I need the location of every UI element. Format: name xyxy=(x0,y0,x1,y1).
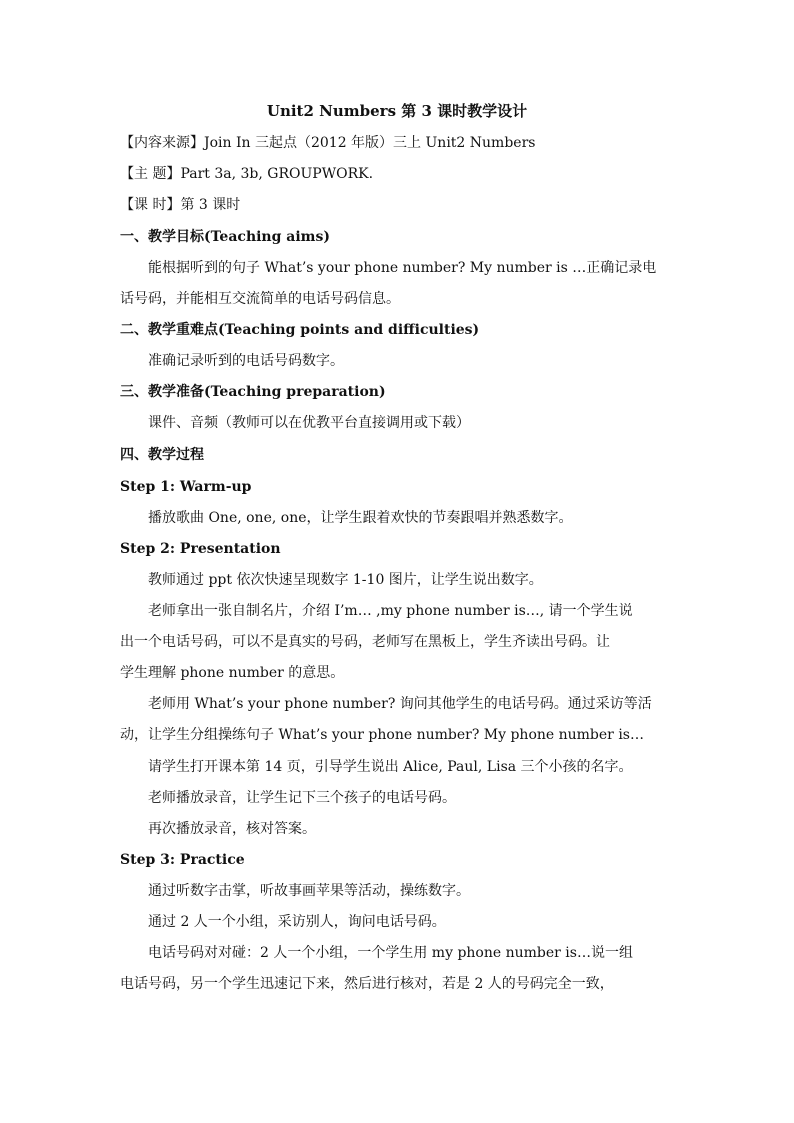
meta-lesson: 【课 时】第 3 课时 xyxy=(120,197,241,213)
paragraph-text: 通过听数字击掌，听故事画苹果等活动，操练数字。 xyxy=(148,883,470,899)
paragraph-text: 课件、音频（教师可以在优教平台直接调用或下载） xyxy=(148,415,470,431)
paragraph-text: 电话号码对对碰：2 人一个小组，一个学生用 my phone number is…说一组 xyxy=(148,945,633,961)
paragraph-text: 话号码，并能相互交流简单的电话号码信息。 xyxy=(120,291,400,307)
paragraph-text: 老师用 What’s your phone number? 询问其他学生的电话号码。通过采访等活 xyxy=(148,696,652,712)
document-title: Unit2 Numbers 第 3 课时教学设计 xyxy=(266,102,528,120)
meta-topic: 【主 题】Part 3a, 3b, GROUPWORK. xyxy=(120,166,374,182)
paragraph-text: 准确记录听到的电话号码数字。 xyxy=(148,353,344,369)
section-heading-preparation: 三、教学准备(Teaching preparation) xyxy=(120,384,386,400)
paragraph-text: 老师拿出一张自制名片，介绍 I’m… ,my phone number is…, 请一个学生说 xyxy=(148,603,633,619)
paragraph-text: 通过 2 人一个小组，采访别人，询问电话号码。 xyxy=(148,914,446,930)
section-heading-aims: 一、教学目标(Teaching aims) xyxy=(120,229,330,245)
paragraph-text: 教师通过 ppt 依次快速呈现数字 1-10 图片，让学生说出数字。 xyxy=(148,572,543,588)
paragraph-text: 出一个电话号码，可以不是真实的号码，老师写在黑板上，学生齐读出号码。让 xyxy=(120,634,610,650)
paragraph-text: 能根据听到的句子 What’s your phone number? My number is …正确记录电 xyxy=(148,260,657,276)
step-heading-presentation: Step 2: Presentation xyxy=(120,541,281,557)
step-heading-warmup: Step 1: Warm-up xyxy=(120,479,252,495)
paragraph-text: 播放歌曲 One, one, one，让学生跟着欢快的节奏跟唱并熟悉数字。 xyxy=(148,510,573,526)
step-heading-practice: Step 3: Practice xyxy=(120,852,245,868)
paragraph-text: 动，让学生分组操练句子 What’s your phone number? My phone number is… xyxy=(120,727,644,743)
paragraph-text: 电话号码，另一个学生迅速记下来，然后进行核对，若是 2 人的号码完全一致， xyxy=(120,976,614,992)
section-heading-process: 四、教学过程 xyxy=(120,447,204,463)
section-heading-points: 二、教学重难点(Teaching points and difficulties) xyxy=(120,322,480,338)
meta-source: 【内容来源】Join In 三起点（2012 年版）三上 Unit2 Numbers xyxy=(120,135,536,151)
paragraph-text: 再次播放录音，核对答案。 xyxy=(148,821,316,837)
paragraph-text: 学生理解 phone number 的意思。 xyxy=(120,665,345,681)
paragraph-text: 请学生打开课本第 14 页，引导学生说出 Alice, Paul, Lisa 三个小孩的名字。 xyxy=(148,759,633,775)
paragraph-text: 老师播放录音，让学生记下三个孩子的电话号码。 xyxy=(148,790,456,806)
